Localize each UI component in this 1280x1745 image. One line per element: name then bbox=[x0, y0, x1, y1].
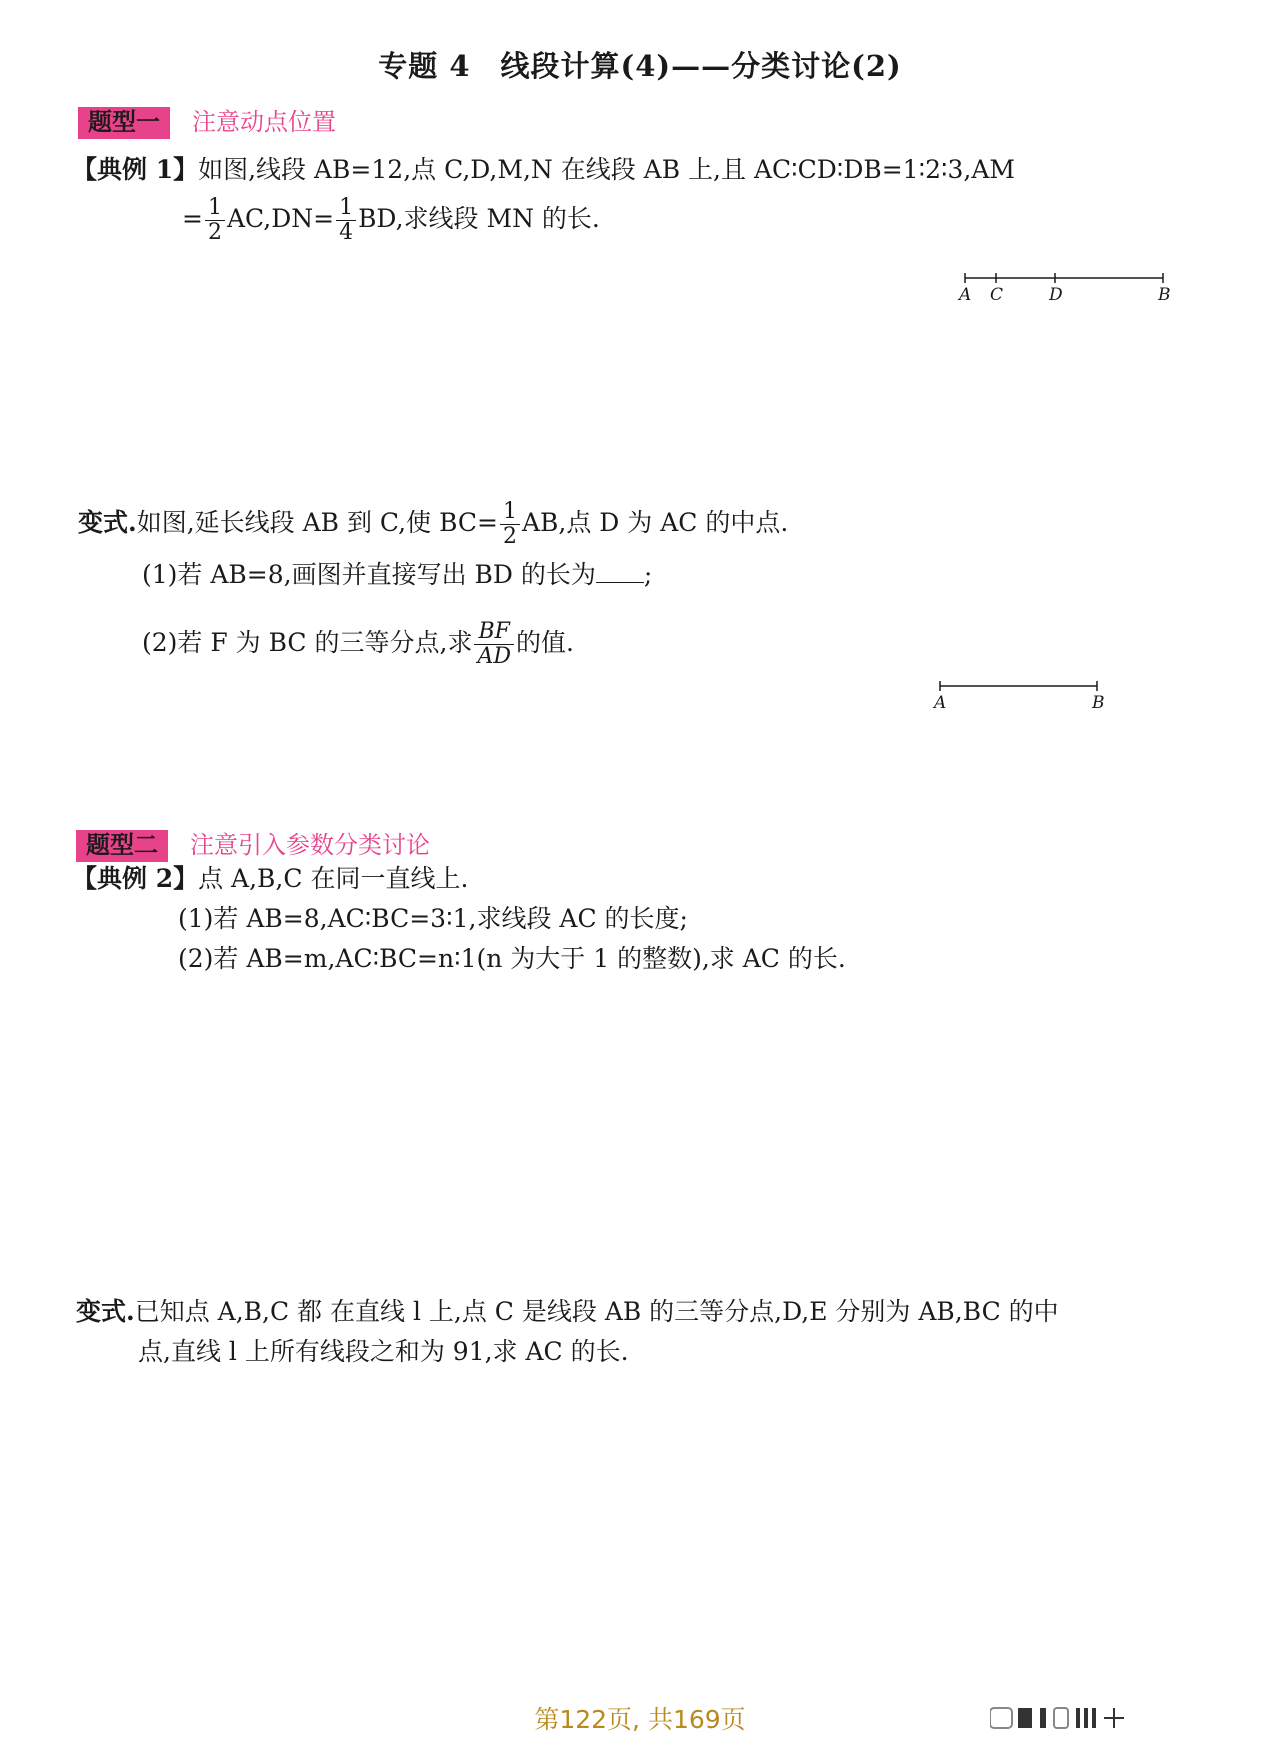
section-heading-1: 注意动点位置 bbox=[192, 108, 336, 136]
variant1-q2 bbox=[142, 620, 574, 669]
label-b: B bbox=[1158, 285, 1171, 305]
section-tag-1: 题型一 bbox=[78, 107, 170, 139]
rounded-bar-icon bbox=[1054, 1708, 1068, 1728]
answer-blank[interactable] bbox=[596, 558, 644, 583]
variant2-line2: 点,直线 l 上所有线段之和为 91,求 AC 的长. bbox=[138, 1337, 629, 1366]
variant1-q2-prefix: (2)若 F 为 BC 的三等分点,求 bbox=[142, 628, 473, 657]
variant1-frac-den: 2 bbox=[502, 524, 517, 549]
toolbar-icons bbox=[990, 1704, 1160, 1734]
bar-icon-3 bbox=[1076, 1708, 1080, 1728]
example1-frac1 bbox=[205, 196, 225, 245]
example2-line1 bbox=[72, 862, 468, 896]
frac1-den: 2 bbox=[207, 220, 222, 245]
bar-icon-4 bbox=[1084, 1708, 1088, 1728]
section-tag-2: 题型二 bbox=[76, 830, 168, 862]
example1-frac2 bbox=[336, 196, 356, 245]
example1-line1 bbox=[72, 153, 1015, 187]
variant1-frac-num: 1 bbox=[500, 500, 520, 525]
frac2-num: 1 bbox=[336, 196, 356, 221]
example1-suffix: BD,求线段 MN 的长. bbox=[358, 204, 600, 233]
rounded-square-icon bbox=[990, 1708, 1012, 1728]
label-a: A bbox=[959, 285, 972, 305]
section-header-1 bbox=[78, 102, 336, 139]
bar-icon-2 bbox=[1040, 1708, 1046, 1728]
example1-text1: 如图,线段 AB=12,点 C,D,M,N 在线段 AB 上,且 AC∶CD∶DB=1∶2∶3,AM bbox=[198, 155, 1016, 184]
example1-line2 bbox=[182, 196, 600, 245]
variant1-q1 bbox=[142, 558, 652, 592]
variant2-label: 变式. bbox=[76, 1297, 135, 1326]
variant1-q2-frac bbox=[474, 620, 514, 669]
variant1-q1-end: ; bbox=[643, 560, 653, 589]
variant2-text1: 已知点 A,B,C 都 在直线 l 上,点 C 是线段 AB 的三等分点,D,E 分别为 AB,BC 的中 bbox=[134, 1297, 1059, 1326]
example2-text: 点 A,B,C 在同一直线上. bbox=[198, 864, 469, 893]
label-d: D bbox=[1049, 285, 1063, 305]
example1-mid: AC,DN= bbox=[226, 204, 335, 233]
section-header-2 bbox=[76, 825, 430, 862]
example1-label: 【典例 1】 bbox=[72, 155, 199, 184]
page-title: 专题 4 线段计算(4)——分类讨论(2) bbox=[378, 49, 902, 83]
frac1-num: 1 bbox=[205, 196, 225, 221]
variant1-q2-suffix: 的值. bbox=[516, 628, 574, 657]
variant1-label: 变式. bbox=[78, 508, 137, 537]
variant1-frac bbox=[500, 500, 520, 549]
q2-frac-num: BF bbox=[474, 620, 514, 645]
variant1-prefix: 如图,延长线段 AB 到 C,使 BC= bbox=[136, 508, 498, 537]
q2-frac-den: AD bbox=[477, 644, 511, 669]
page-number: 第122页, 共169页 bbox=[534, 1705, 746, 1734]
label-a-2: A bbox=[934, 693, 947, 713]
segment-diagram-2 bbox=[925, 676, 1125, 721]
segment-diagram-1 bbox=[950, 268, 1180, 318]
example2-q2: (2)若 AB=m,AC∶BC=n∶1(n 为大于 1 的整数),求 AC 的长. bbox=[178, 944, 846, 973]
example2-label: 【典例 2】 bbox=[72, 864, 199, 893]
section-heading-2: 注意引入参数分类讨论 bbox=[190, 831, 430, 859]
label-c: C bbox=[990, 285, 1004, 305]
frac2-den: 4 bbox=[339, 220, 354, 245]
bar-icon-5 bbox=[1092, 1708, 1096, 1728]
example2-q1: (1)若 AB=8,AC∶BC=3∶1,求线段 AC 的长度; bbox=[178, 904, 688, 933]
label-b-2: B bbox=[1092, 693, 1105, 713]
example1-eq: = bbox=[182, 204, 203, 233]
variant1-q1-text: (1)若 AB=8,画图并直接写出 BD 的长为 bbox=[142, 560, 596, 589]
variant2-line1 bbox=[76, 1295, 1059, 1329]
bar-icon-1 bbox=[1018, 1708, 1032, 1728]
variant1-line1 bbox=[78, 500, 788, 549]
variant1-suffix: AB,点 D 为 AC 的中点. bbox=[521, 508, 789, 537]
